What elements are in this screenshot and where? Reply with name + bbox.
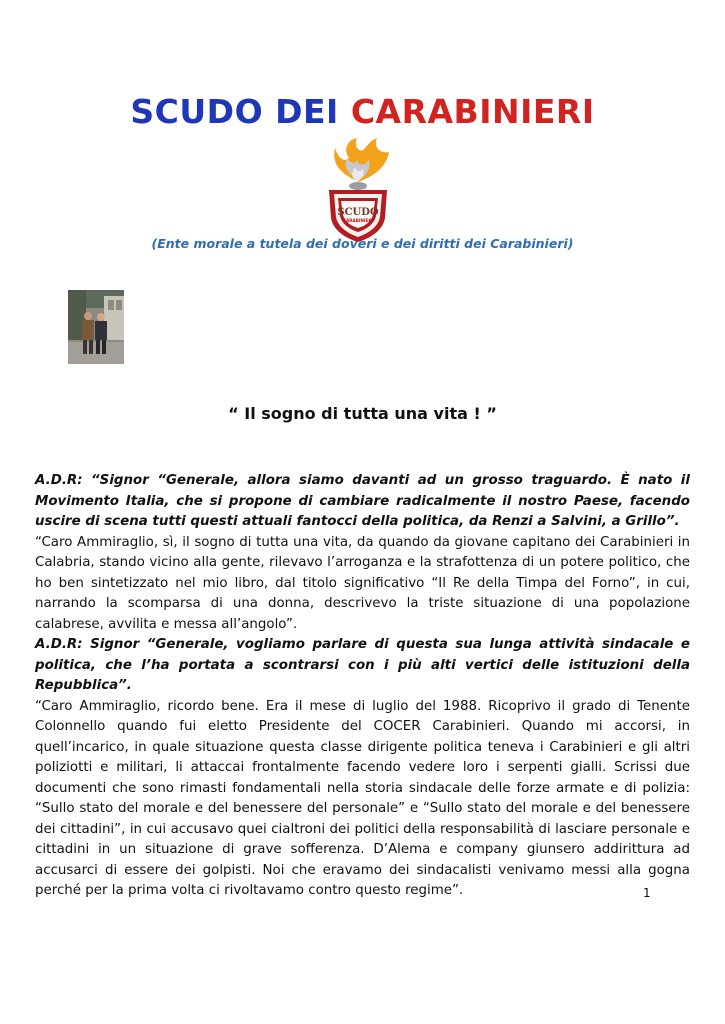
answer-paragraph-2: “Caro Ammiraglio, ricordo bene. Era il mese di luglio del 1988. Ricoprivo il grado di Tenente Colonnello quando fui eletto Presidente del COCER Carabinieri. Quando mi accorsi, in quell’incarico, in quale situazione questa classe dirigente politica teneva i Carabinieri e gli altri poliziotti e militari, li attaccai frontalmente facendo vedere loro i serpenti gialli. Scrissi due documenti che sono rimasti fondamentali nella storia sindacale delle forze armate e di polizia: “Sullo stato del morale e del benessere del personale” e “Sullo stato del morale e del benessere dei cittadini”, in cui accusavo quei cialtroni dei politici della responsabilità di lasciare personale e cittadini in un situazione di grave sofferenza. D’Alema e company giunsero addirittura ad accusarci di essere dei golpisti. Noi che eravamo dei sindacalisti venivamo messi alla gogna perché per la prima volta ci rivoltavamo contro questo regime”. xyxy=(35,698,690,898)
title-part-blue: SCUDO DEI xyxy=(130,92,339,131)
question-paragraph-2: A.D.R: Signor “Generale, vogliamo parlare di questa sua lunga attività sindacale e politica, che l’ha portata a scontrarsi con i più alti vertici delle istituzioni della Repubblica”. xyxy=(35,637,690,693)
question-paragraph-1: A.D.R: “Signor “Generale, allora siamo davanti ad un grosso traguardo. È nato il Movimento Italia, che si propone di cambiare radicalmente il nostro Paese, facendo uscire di scena tutti questi attuali fantocci della politica, da Renzi a Salvini, a Grillo”. xyxy=(35,473,690,529)
article-heading: “ Il sogno di tutta una vita ! ” xyxy=(228,404,497,423)
author-photo xyxy=(68,290,124,364)
title-part-red: CARABINIERI xyxy=(350,92,595,131)
photo-image xyxy=(68,290,124,364)
page-number: 1 xyxy=(643,886,651,900)
answer-paragraph-1: “Caro Ammiraglio, sì, il sogno di tutta una vita, da quando da giovane capitano dei Carabinieri in Calabria, stando vicino alla gente, rilevavo l’arroganza e la strafottenza di un potere politico, che ho ben sintetizzato nel mio libro, dal titolo significativo “Il Re della Timpa del Forno”, in cui, narrando la scomparsa di una donna, descrivevo la triste situazione di una popolazione calabrese, avvilita e messa all’angolo”. xyxy=(35,534,690,632)
scudo-logo xyxy=(313,136,403,244)
article-body xyxy=(35,471,690,902)
page-title xyxy=(0,92,725,132)
logo-text-main: SCUDO xyxy=(337,207,379,218)
flame-shield-icon xyxy=(313,136,403,244)
logo-text-sub: CARABINIERI xyxy=(342,218,374,223)
subtitle: (Ente morale a tutela dei doveri e dei diritti dei Carabinieri) xyxy=(151,236,574,251)
